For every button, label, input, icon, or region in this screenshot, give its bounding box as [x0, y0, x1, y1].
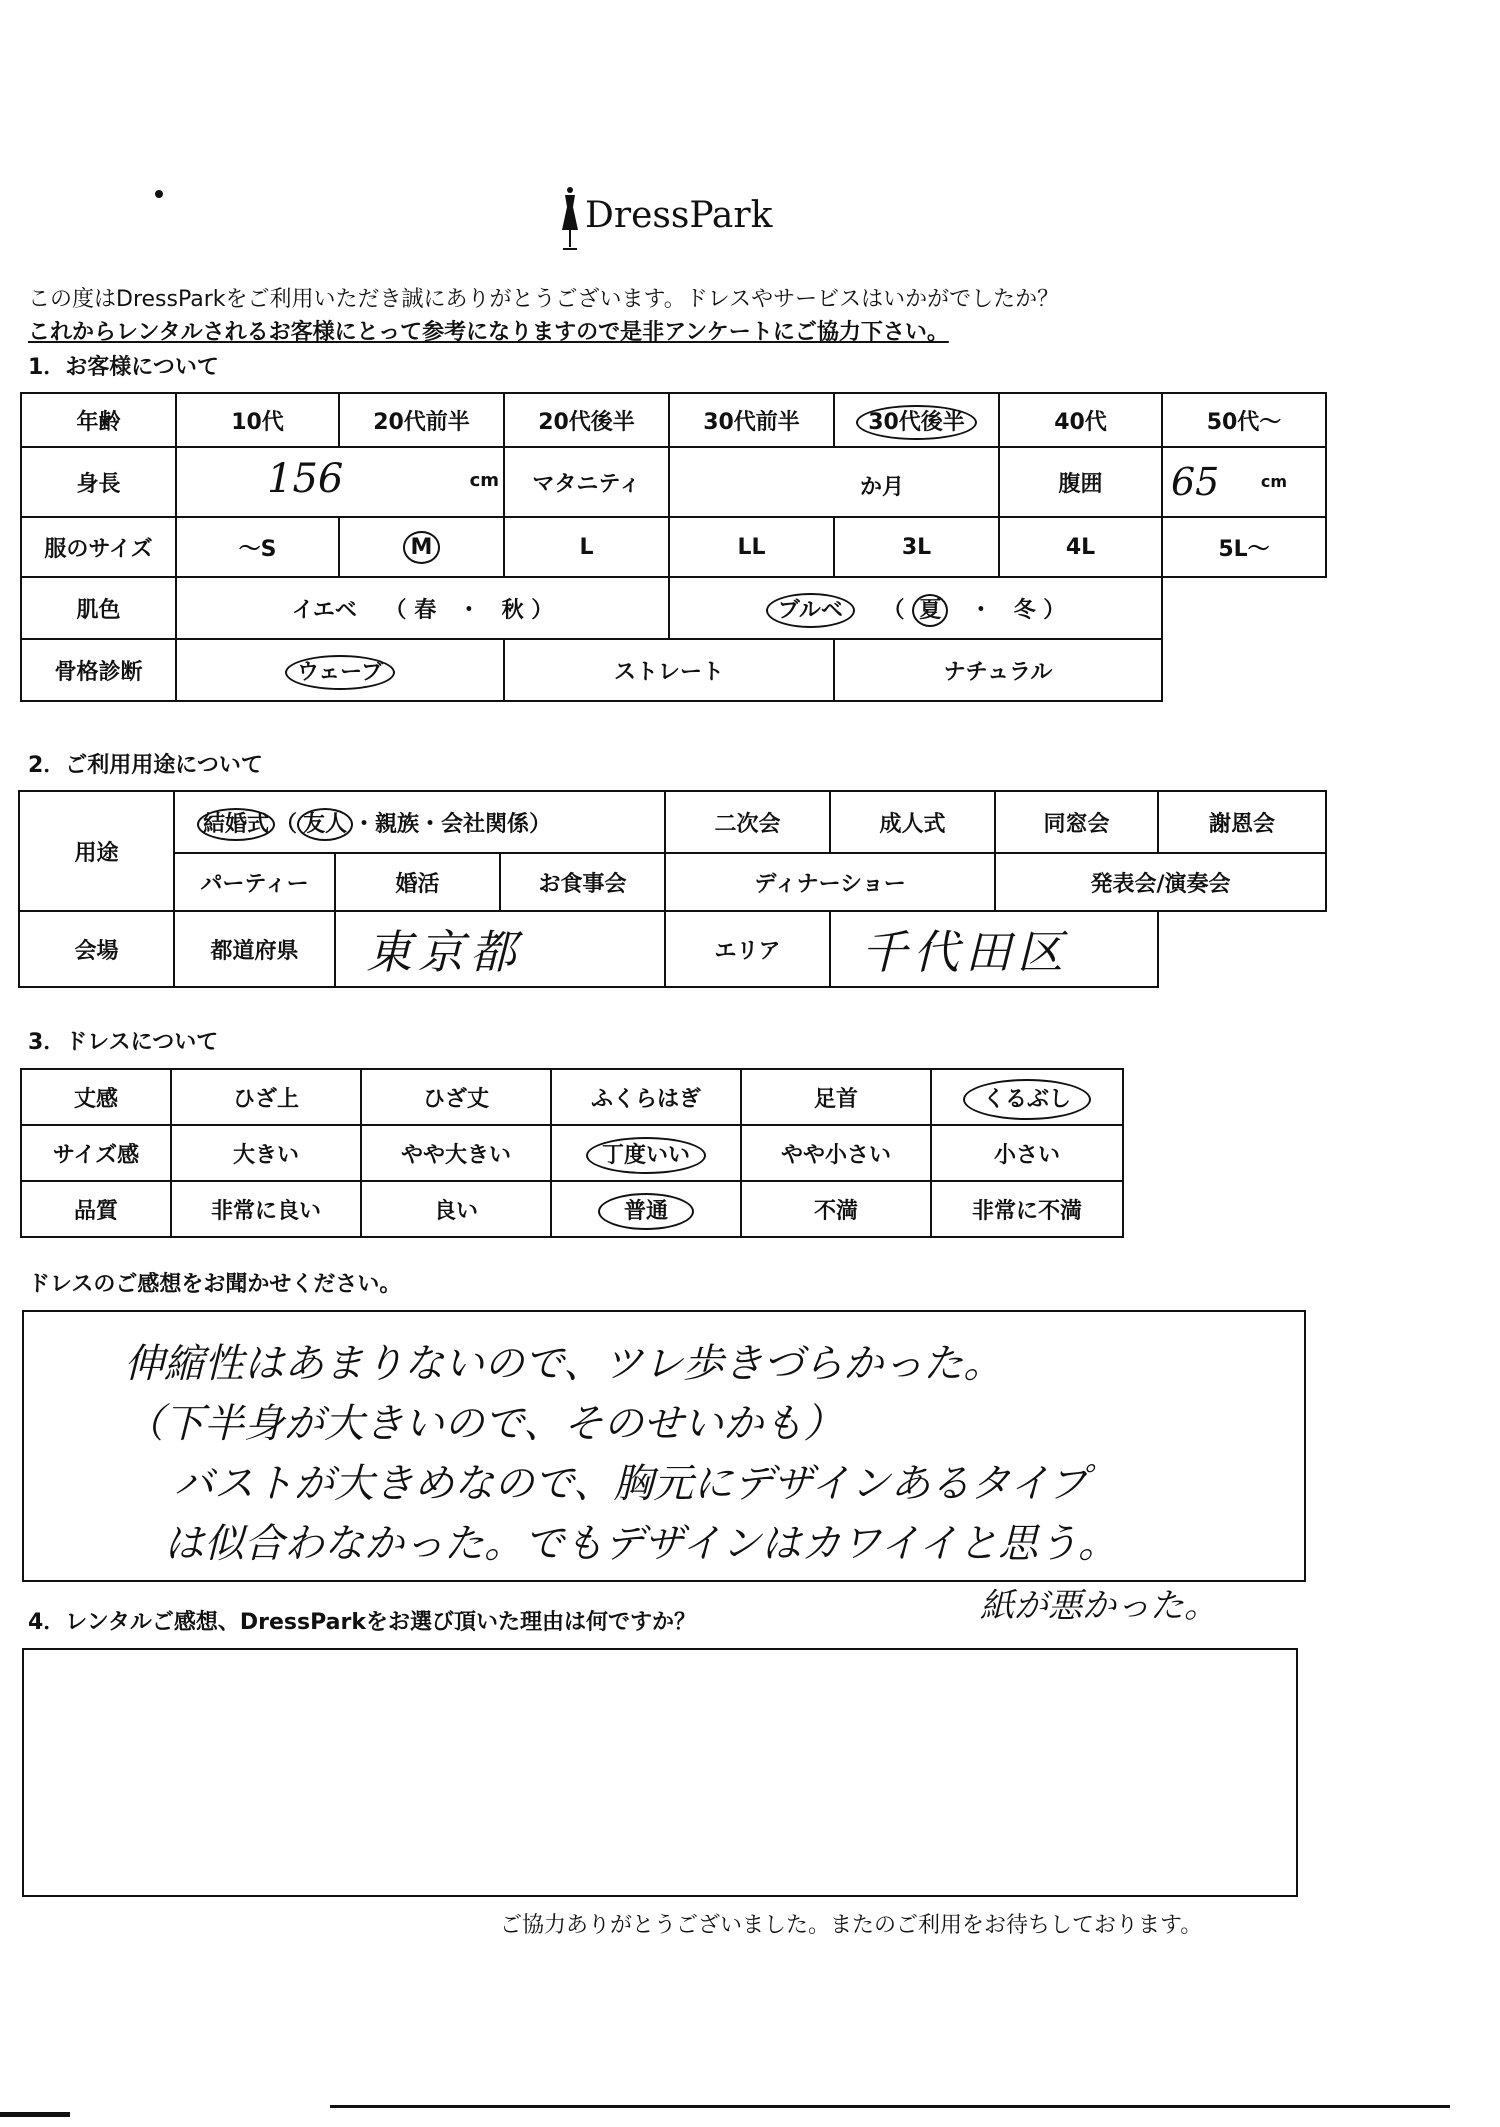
skeleton-option[interactable]: ナチュラル [834, 639, 1162, 701]
yellow-base-field[interactable] [176, 577, 669, 639]
fit-option[interactable]: 小さい [931, 1125, 1123, 1181]
prefecture-value: 東京都 [366, 925, 522, 979]
dress-form-icon [555, 185, 585, 255]
area-label: エリア [665, 911, 830, 987]
quality-option[interactable]: 良い [361, 1181, 551, 1237]
friend-selected[interactable]: 友人 [297, 808, 353, 841]
reason-box[interactable] [22, 1648, 1298, 1897]
fit-label: サイズ感 [21, 1125, 171, 1181]
comment-line-extra: 紙が悪かった。 [980, 1586, 1218, 1626]
size-option[interactable]: LL [669, 517, 834, 577]
comment-line: バストが大きめなので、胸元にデザインあるタイプ [174, 1461, 1089, 1507]
quality-option[interactable]: 非常に良い [171, 1181, 361, 1237]
section4-title: 4．レンタルご感想、DressParkをお選び頂いた理由は何ですか？ [28, 1610, 696, 1635]
size-option[interactable]: L [504, 517, 669, 577]
empty-cell [1162, 639, 1326, 701]
brand-name: DressPark [585, 195, 773, 236]
spring-option[interactable]: 春 [414, 597, 437, 623]
size-option[interactable]: ～S [176, 517, 339, 577]
selected-quality: 普通 [598, 1193, 694, 1230]
purpose-table [18, 790, 1327, 988]
length-option[interactable]: ふくらはぎ [551, 1069, 741, 1125]
fit-option[interactable]: やや小さい [741, 1125, 931, 1181]
quality-option[interactable]: 不満 [741, 1181, 931, 1237]
purpose-row-2 [19, 853, 1326, 911]
section3-title: 3．ドレスについて [28, 1030, 219, 1055]
empty-cell [1158, 911, 1326, 987]
fit-option-selected[interactable] [551, 1125, 741, 1181]
separator-dot: ・ [969, 597, 992, 623]
length-option[interactable]: ひざ丈 [361, 1069, 551, 1125]
skeleton-option-selected[interactable] [176, 639, 504, 701]
age-label: 年齢 [21, 393, 176, 447]
comment-line: は似合わなかった。でもデザインはカワイイと思う。 [164, 1521, 1118, 1567]
skin-label: 肌色 [21, 577, 176, 639]
purpose-option[interactable]: お食事会 [500, 853, 665, 911]
purpose-option[interactable]: 謝恩会 [1158, 791, 1326, 853]
paren-open: （ [384, 597, 407, 623]
summer-selected[interactable]: 夏 [912, 594, 948, 627]
length-label: 丈感 [21, 1069, 171, 1125]
paren-close: ） [529, 811, 552, 837]
wedding-selected: 結婚式 [197, 808, 275, 841]
purpose-label: 用途 [19, 791, 174, 911]
dresspark-logo [555, 185, 795, 255]
blue-base-field[interactable] [669, 577, 1162, 639]
quality-row [21, 1181, 1123, 1237]
age-option[interactable]: 10代 [176, 393, 339, 447]
purpose-option[interactable]: 発表会/演奏会 [995, 853, 1326, 911]
selected-fit: 丁度いい [586, 1137, 706, 1174]
quality-label: 品質 [21, 1181, 171, 1237]
thanks-text: ご協力ありがとうございました。またのご利用をお待ちしております。 [500, 1913, 1203, 1938]
paren-open: （ [275, 811, 298, 837]
waist-label: 腹囲 [999, 447, 1162, 517]
maternity-label: マタニティ [504, 447, 669, 517]
skeleton-label: 骨格診断 [21, 639, 176, 701]
months-unit: か月 [860, 475, 905, 500]
separator-dot: ・ [457, 597, 480, 623]
waist-value: 65 [1171, 460, 1220, 504]
section1-title: 1．お客様について [28, 355, 219, 380]
selected-skeleton: ウェーブ [285, 655, 395, 690]
skeleton-option[interactable]: ストレート [504, 639, 834, 701]
footer-line [330, 2105, 1450, 2108]
area-field[interactable] [830, 911, 1158, 987]
comment-box[interactable] [22, 1310, 1306, 1582]
paren-close: ） [531, 597, 554, 623]
blue-base-selected: ブルベ [766, 593, 855, 628]
size-option[interactable]: 4L [999, 517, 1162, 577]
autumn-option[interactable]: 秋 [501, 597, 524, 623]
customer-table [20, 392, 1327, 702]
purpose-option[interactable]: 婚活 [335, 853, 500, 911]
intro-request: これからレンタルされるお客様にとって参考になりますので是非アンケートにご協力下さい。 [28, 320, 949, 345]
selected-size: M [403, 531, 441, 564]
age-option[interactable]: 20代前半 [339, 393, 504, 447]
age-option[interactable]: 40代 [999, 393, 1162, 447]
size-label: 服のサイズ [21, 517, 176, 577]
selected-age: 30代後半 [856, 405, 977, 440]
age-row [21, 393, 1326, 447]
yellow-base-label: イエベ [291, 597, 357, 623]
height-row [21, 447, 1326, 517]
fit-option[interactable]: 大きい [171, 1125, 361, 1181]
age-option[interactable]: 20代後半 [504, 393, 669, 447]
age-option-selected[interactable] [834, 393, 999, 447]
skin-row [21, 577, 1326, 639]
dress-table [20, 1068, 1124, 1238]
purpose-option[interactable]: 二次会 [665, 791, 830, 853]
length-option[interactable]: 足首 [741, 1069, 931, 1125]
prefecture-field[interactable] [335, 911, 665, 987]
wedding-field[interactable] [174, 791, 665, 853]
fit-row [21, 1125, 1123, 1181]
quality-option[interactable]: 非常に不満 [931, 1181, 1123, 1237]
purpose-option[interactable]: 成人式 [830, 791, 995, 853]
height-label: 身長 [21, 447, 176, 517]
size-option[interactable]: 3L [834, 517, 999, 577]
height-unit: cm [469, 470, 499, 491]
skeleton-row [21, 639, 1326, 701]
age-option[interactable]: 50代～ [1162, 393, 1326, 447]
purpose-option[interactable]: パーティー [174, 853, 335, 911]
purpose-row-1 [19, 791, 1326, 853]
size-option-selected[interactable] [339, 517, 504, 577]
fit-option[interactable]: やや大きい [361, 1125, 551, 1181]
scan-speck [155, 190, 163, 198]
size-option[interactable]: 5L～ [1162, 517, 1326, 577]
relatives-text: ・親族・会社関係 [353, 811, 530, 837]
length-row [21, 1069, 1123, 1125]
waist-field[interactable] [1162, 447, 1326, 517]
empty-cell [1162, 577, 1326, 639]
intro-text: この度はDressParkをご利用いただき誠にありがとうございます。ドレスやサービスはいかがでしたか？ [28, 287, 1060, 312]
purpose-option[interactable]: 同窓会 [995, 791, 1158, 853]
winter-option[interactable]: 冬 [1013, 597, 1036, 623]
quality-option-selected[interactable] [551, 1181, 741, 1237]
paren-close: ） [1043, 597, 1066, 623]
age-option[interactable]: 30代前半 [669, 393, 834, 447]
selected-length: くるぶし [963, 1079, 1091, 1120]
prefecture-label: 都道府県 [174, 911, 335, 987]
venue-label: 会場 [19, 911, 174, 987]
size-row [21, 517, 1326, 577]
comment-line: （下半身が大きいので、そのせいかも） [124, 1401, 844, 1447]
scan-mark [0, 2112, 70, 2117]
comment-title: ドレスのご感想をお聞かせください。 [28, 1272, 402, 1297]
area-value: 千代田区 [861, 925, 1070, 979]
paren-open: （ [882, 597, 905, 623]
length-option-selected[interactable] [931, 1069, 1123, 1125]
maternity-field[interactable] [669, 447, 999, 517]
venue-row [19, 911, 1326, 987]
length-option[interactable]: ひざ上 [171, 1069, 361, 1125]
waist-unit: cm [1260, 472, 1287, 491]
height-field[interactable] [176, 447, 504, 517]
height-value: 156 [267, 456, 344, 502]
section2-title: 2．ご利用用途について [28, 753, 263, 778]
purpose-option[interactable]: ディナーショー [665, 853, 995, 911]
comment-line: 伸縮性はあまりないので、ツレ歩きづらかった。 [124, 1341, 1004, 1387]
